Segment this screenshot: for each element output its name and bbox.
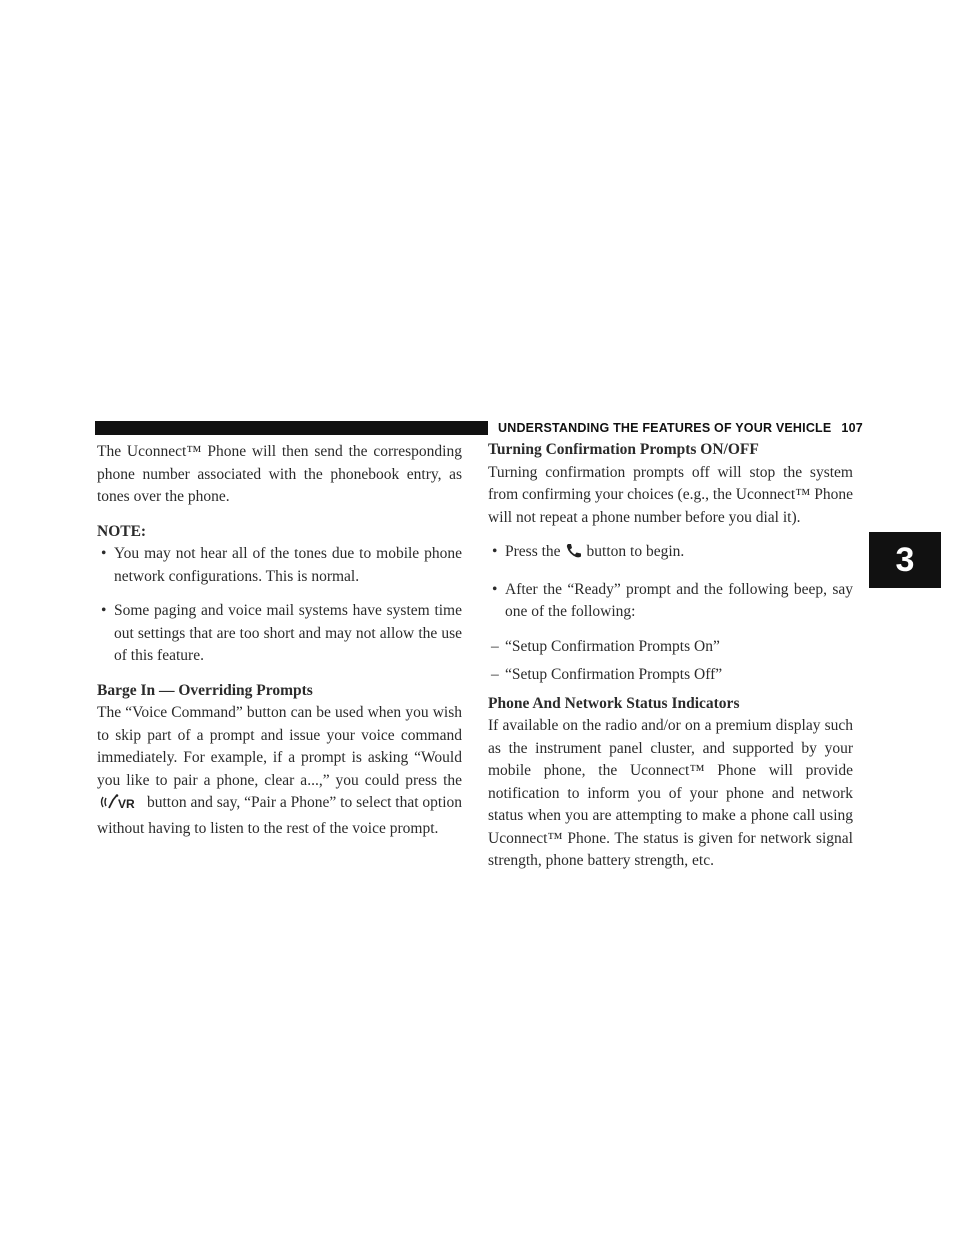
list-item: [488, 541, 853, 567]
intro-paragraph: The Uconnect™ Phone will then send the corresponding phone number associated with the phonebook entry, as tones over the phone.: [97, 443, 462, 505]
press-text-2: button to begin.: [586, 543, 685, 560]
dash-glyph: –: [491, 637, 499, 655]
bullet-glyph: •: [101, 545, 107, 562]
press-text-1: Press the: [505, 543, 561, 560]
barge-text-2: button and say, “Pair a Phone” to select that option without having to listen to the rest of the voice prompt.: [97, 794, 462, 837]
left-column: [97, 441, 462, 852]
barge-paragraph: [97, 702, 462, 840]
section-heading: Barge In — Overriding Prompts: [97, 681, 313, 699]
section-title: UNDERSTANDING THE FEATURES OF YOUR VEHICLE: [498, 421, 832, 435]
phone-icon: [564, 543, 584, 567]
list-item: [97, 543, 462, 588]
status-paragraph: If available on the radio and/or on a premium display such as the instrument panel cluster, and supported by your mobile phone, the Uconnect™ Phone will provide notification to inform you of your phone and network status when you are attempting to make a phone call using Uconnect™ Phone. The status is given for network signal strength, phone battery strength, etc.: [488, 717, 853, 869]
bullet-glyph: •: [101, 602, 107, 619]
barge-text-1: The “Voice Command” button can be used when you wish to skip part of a prompt and issue your voice command immediately. For example, if a prompt is asking “Would you like to pair a phone, clear a...,” you could press the: [97, 704, 462, 789]
section-heading: Turning Confirmation Prompts ON/OFF: [488, 441, 759, 458]
running-header: [498, 419, 863, 437]
list-item: [97, 600, 462, 668]
dash-glyph: –: [491, 666, 499, 683]
note-label: NOTE:: [97, 522, 147, 540]
list-item-text: You may not hear all of the tones due to mobile phone network configurations. This is normal.: [114, 545, 462, 585]
steps-list: [488, 541, 853, 624]
note-list: [97, 543, 462, 668]
list-item-text: After the “Ready” prompt and the following beep, say one of the following:: [505, 580, 853, 620]
right-column: [488, 439, 853, 885]
list-item-text: Some paging and voice mail systems have system time out settings that are too short and may not allow the use of this feature.: [114, 602, 462, 664]
command-text: “Setup Confirmation Prompts On”: [505, 637, 720, 655]
chapter-tab: 3: [869, 532, 941, 588]
commands-list: [488, 636, 853, 687]
voice-command-vr-icon: [100, 794, 144, 818]
list-item: [488, 664, 853, 687]
confirm-paragraph: Turning confirmation prompts off will stop the system from confirming your choices (e.g., the Uconnect™ Phone will not repeat a phone number before you dial it).: [488, 463, 853, 526]
bullet-glyph: •: [492, 580, 498, 598]
bullet-glyph: •: [492, 543, 498, 560]
section-heading: Phone And Network Status Indicators: [488, 694, 740, 712]
page-number: 107: [841, 421, 863, 435]
command-text: “Setup Confirmation Prompts Off”: [505, 666, 723, 683]
svg-text:VR: VR: [118, 797, 135, 810]
header-rule: [95, 421, 488, 435]
list-item: [488, 579, 853, 624]
list-item: [488, 636, 853, 659]
